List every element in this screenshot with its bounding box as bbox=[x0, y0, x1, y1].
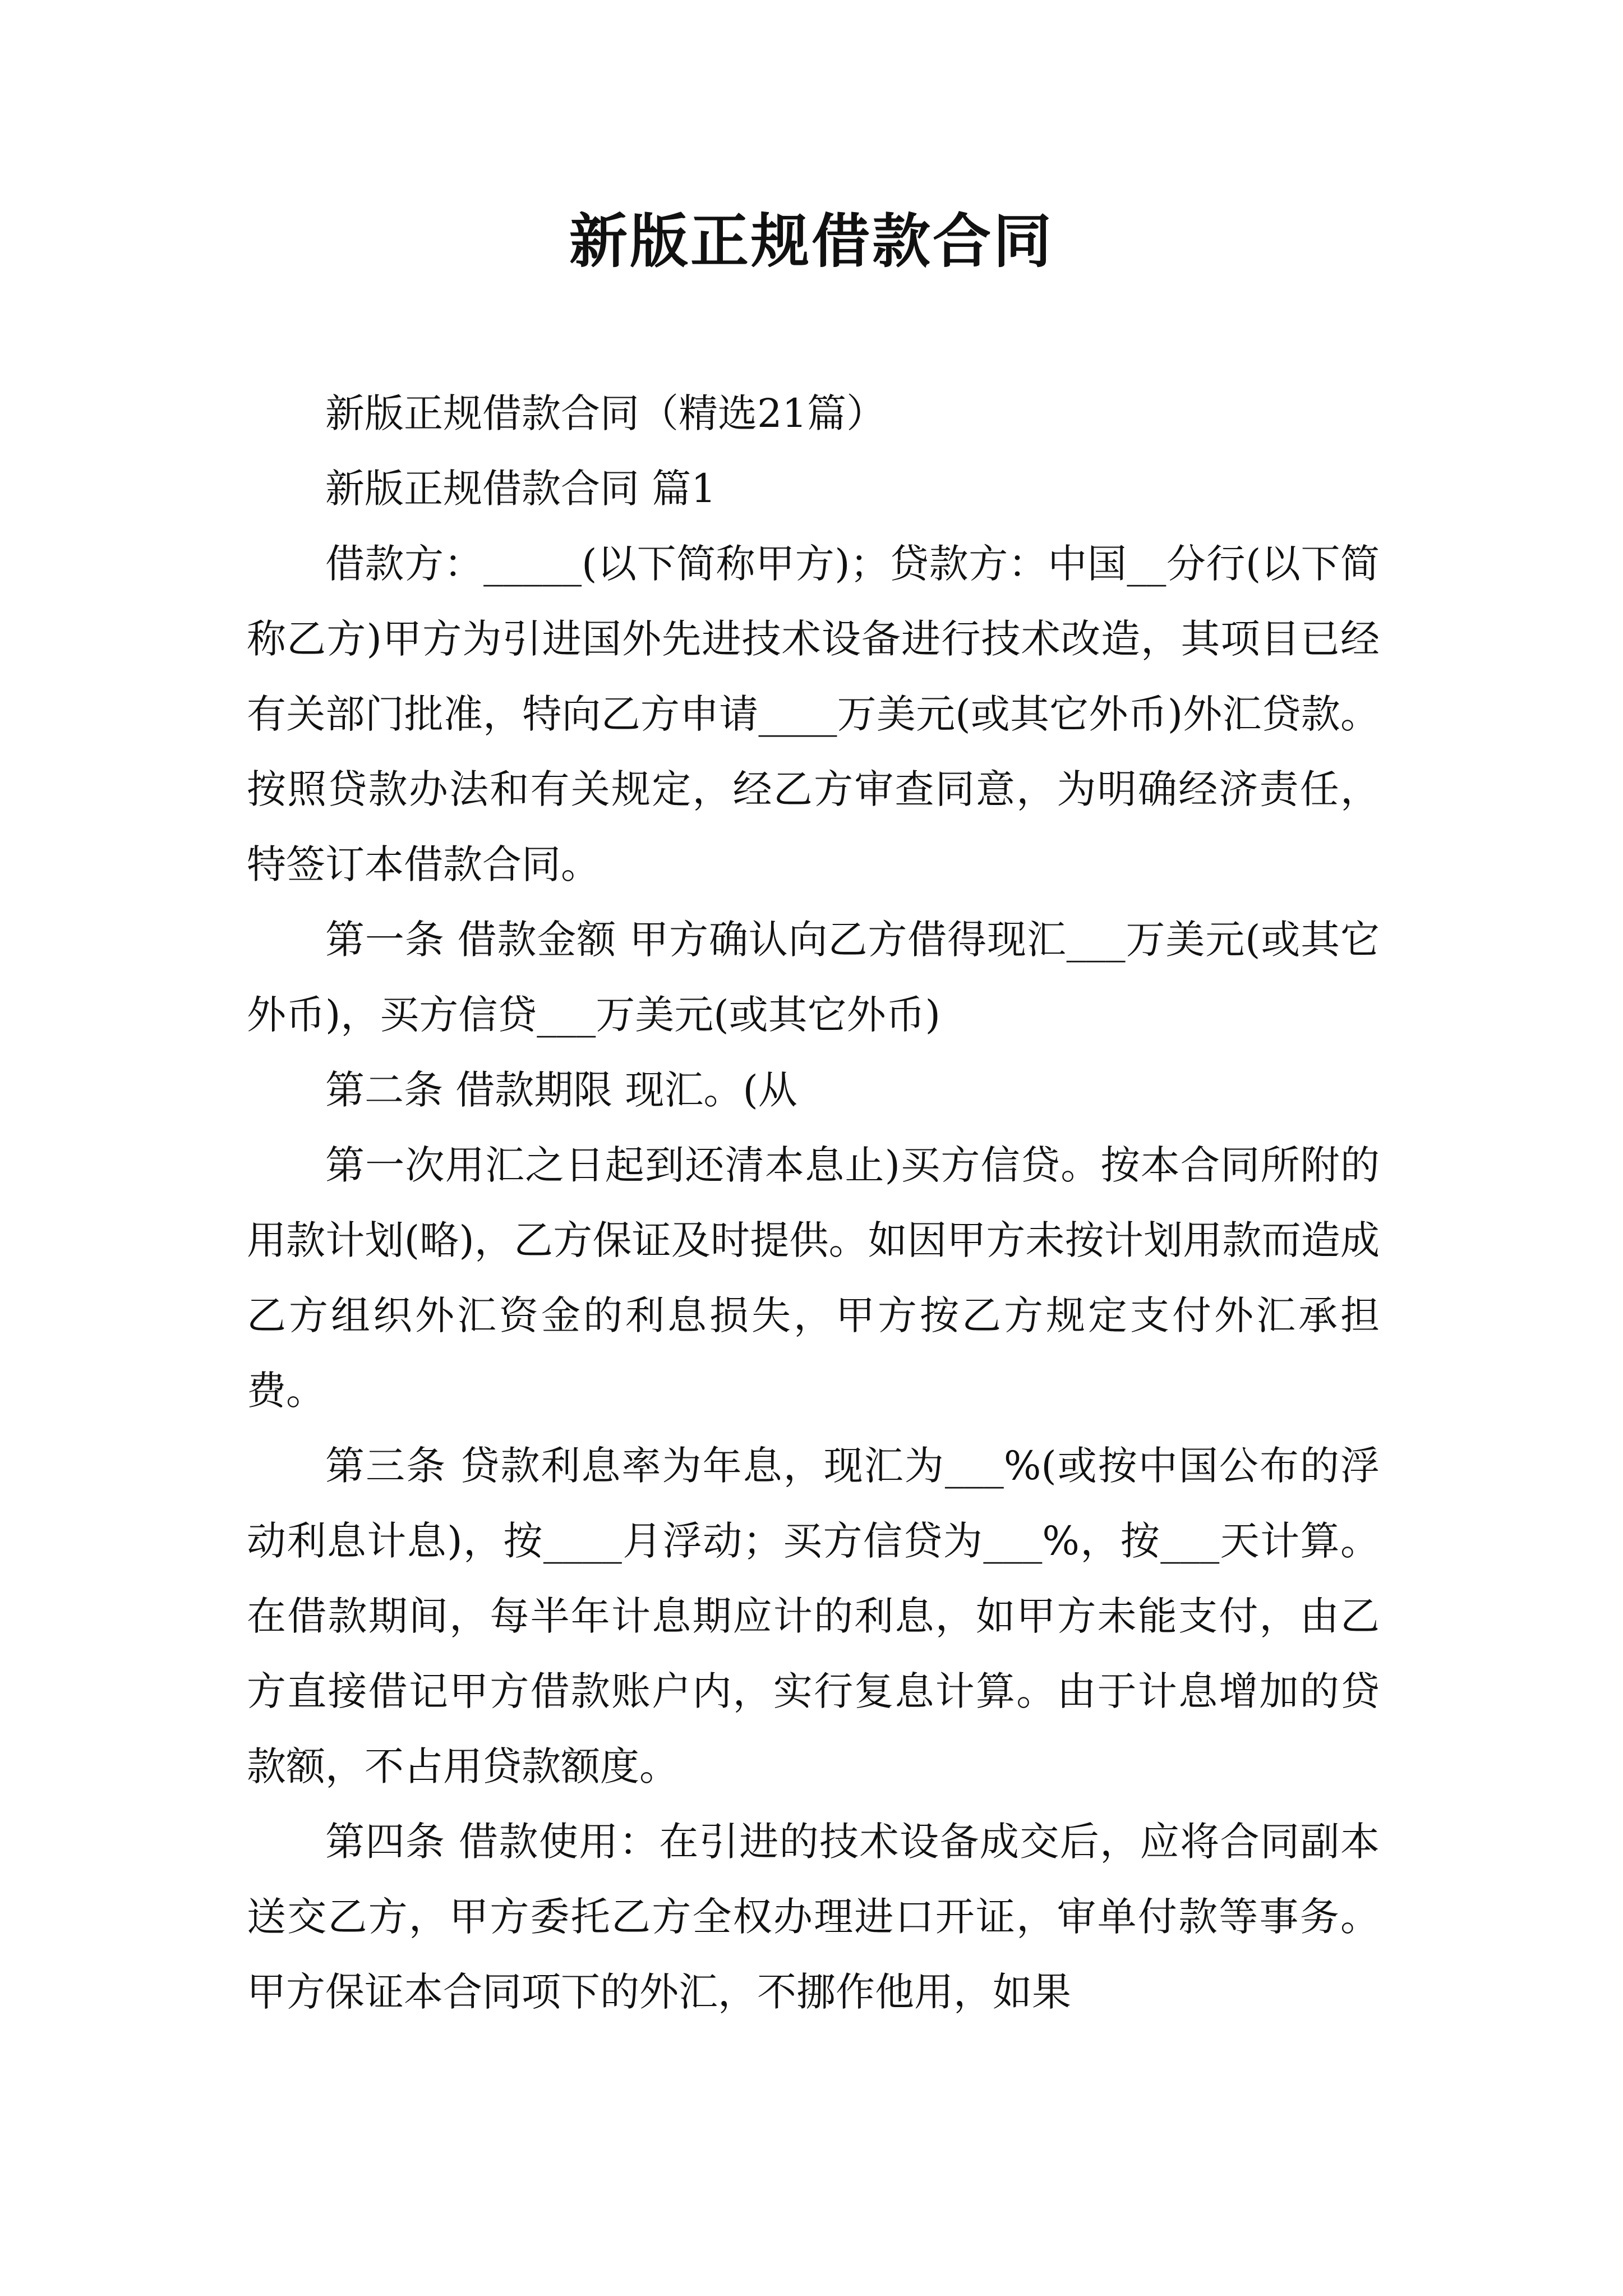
section-heading: 新版正规借款合同 篇1 bbox=[325, 466, 716, 512]
subtitle-selection: 新版正规借款合同（精选21篇） bbox=[325, 390, 886, 436]
document-body bbox=[247, 376, 1380, 2030]
paragraph-article-3: 第三条 贷款利息率为年息，现汇为___%(或按中国公布的浮动利息计息)，按____月浮动；买方信贷为___%，按___天计算。在借款期间，每半年计息期应计的利息，如甲方未能支付，由乙方直接借记甲方借款账户内，实行复息计算。由于计息增加的贷款额，不占用贷款额度。 bbox=[247, 1443, 1380, 1789]
paragraph-article-2-cont: 第一次用汇之日起到还清本息止)买方信贷。按本合同所附的用款计划(略)，乙方保证及时提供。如因甲方未按计划用款而造成乙方组织外汇资金的利息损失，甲方按乙方规定支付外汇承担费。 bbox=[247, 1142, 1380, 1414]
paragraph-article-4: 第四条 借款使用：在引进的技术设备成交后，应将合同副本送交乙方，甲方委托乙方全权办理进口开证，审单付款等事务。甲方保证本合同项下的外汇，不挪作他用，如果 bbox=[247, 1819, 1380, 2015]
document-title: 新版正规借款合同 bbox=[569, 207, 1054, 275]
paragraph-article-2: 第二条 借款期限 现汇。(从 bbox=[325, 1067, 797, 1113]
paragraph-parties: 借款方：_____(以下简称甲方)；贷款方：中国__分行(以下简称乙方)甲方为引进国外先进技术设备进行技术改造，其项目已经有关部门批准，特向乙方申请____万美元(或其它外币)外汇贷款。按照贷款办法和有关规定，经乙方审查同意，为明确经济责任，特签订本借款合同。 bbox=[247, 541, 1380, 887]
paragraph-article-1: 第一条 借款金额 甲方确认向乙方借得现汇___万美元(或其它外币)，买方信贷___万美元(或其它外币) bbox=[247, 917, 1380, 1038]
